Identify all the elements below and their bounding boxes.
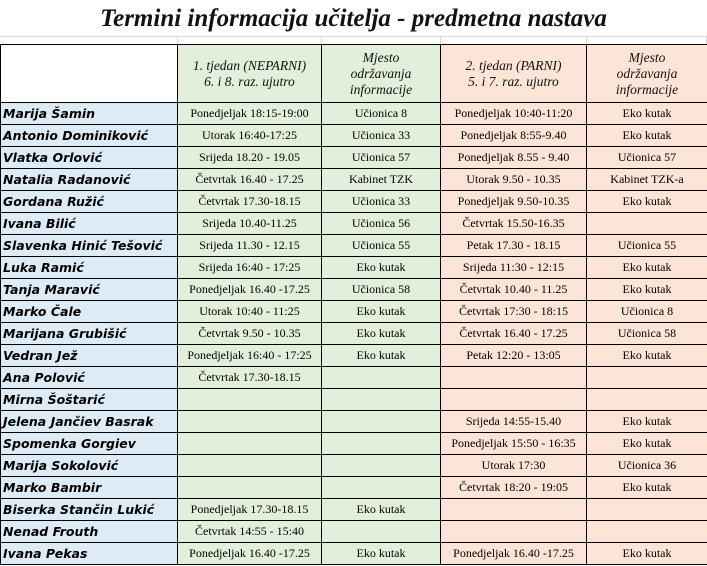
table-row xyxy=(1,323,707,345)
week2-place: Kabinet TZK-a xyxy=(587,169,707,191)
week2-place: Eko kutak xyxy=(587,125,707,147)
table-row xyxy=(1,191,707,213)
table-row xyxy=(1,257,707,279)
header-week1-place: Mjesto održavanja informacije xyxy=(322,45,441,103)
schedule-table xyxy=(0,44,707,565)
week2-time: Četvrtak 10.40 - 11.25 xyxy=(441,279,587,301)
week2-time: Utorak 17:30 xyxy=(441,455,587,477)
week2-place: Učionica 8 xyxy=(587,301,707,323)
week1-time: Ponedjeljak 16.40 -17.25 xyxy=(178,543,322,565)
week2-place: Eko kutak xyxy=(587,345,707,367)
teacher-name: Ivana Pekas xyxy=(1,543,178,565)
week1-time: Četvrtak 9.50 - 10.35 xyxy=(178,323,322,345)
teacher-name: Ana Polović xyxy=(1,367,178,389)
week1-place: Učionica 33 xyxy=(322,125,441,147)
week1-time: Ponedjeljak 17.30-18.15 xyxy=(178,499,322,521)
table-row xyxy=(1,521,707,543)
week1-place xyxy=(322,455,441,477)
table-row xyxy=(1,477,707,499)
week2-place: Eko kutak xyxy=(587,543,707,565)
week1-time: Četvrtak 17.30-18.15 xyxy=(178,191,322,213)
week1-place: Kabinet TZK xyxy=(322,169,441,191)
week1-place: Eko kutak xyxy=(322,345,441,367)
week2-place xyxy=(587,367,707,389)
week1-place: Eko kutak xyxy=(322,257,441,279)
week1-place xyxy=(322,477,441,499)
week1-time: Srijeda 11.30 - 12.15 xyxy=(178,235,322,257)
spreadsheet-gridlines xyxy=(0,36,707,44)
week2-time xyxy=(441,499,587,521)
header-row xyxy=(1,45,707,103)
table-row xyxy=(1,279,707,301)
teacher-name: Marija Sokolović xyxy=(1,455,178,477)
week2-time: Utorak 9.50 - 10.35 xyxy=(441,169,587,191)
header-week2-place: Mjesto održavanja informacije xyxy=(587,45,707,103)
week2-place xyxy=(587,521,707,543)
week2-place: Eko kutak xyxy=(587,279,707,301)
week2-place: Eko kutak xyxy=(587,191,707,213)
table-row xyxy=(1,499,707,521)
week2-place: Učionica 55 xyxy=(587,235,707,257)
teacher-name: Marko Bambir xyxy=(1,477,178,499)
week1-place: Eko kutak xyxy=(322,499,441,521)
week1-place: Učionica 33 xyxy=(322,191,441,213)
week2-time: Četvrtak 18:20 - 19:05 xyxy=(441,477,587,499)
week1-place: Eko kutak xyxy=(322,323,441,345)
week1-time: Ponedjeljak 16.40 -17.25 xyxy=(178,279,322,301)
table-row xyxy=(1,411,707,433)
week2-place: Učionica 58 xyxy=(587,323,707,345)
week2-time: Ponedjeljak 15:50 - 16:35 xyxy=(441,433,587,455)
table-row xyxy=(1,147,707,169)
week1-place: Eko kutak xyxy=(322,301,441,323)
week2-time: Ponedjeljak 10:40-11:20 xyxy=(441,103,587,125)
teacher-name: Marija Šamin xyxy=(1,103,178,125)
week2-time xyxy=(441,367,587,389)
header-week1-time: 1. tjedan (NEPARNI) 6. i 8. raz. ujutro xyxy=(178,45,322,103)
week1-time: Srijeda 10.40-11.25 xyxy=(178,213,322,235)
week1-place xyxy=(322,367,441,389)
week1-time xyxy=(178,411,322,433)
teacher-name: Spomenka Gorgiev xyxy=(1,433,178,455)
table-row xyxy=(1,235,707,257)
week2-time: Petak 17.30 - 18.15 xyxy=(441,235,587,257)
week1-time: Srijeda 16:40 - 17:25 xyxy=(178,257,322,279)
week1-time xyxy=(178,433,322,455)
teacher-name: Marko Čale xyxy=(1,301,178,323)
week1-time: Utorak 16:40-17:25 xyxy=(178,125,322,147)
week2-place: Eko kutak xyxy=(587,477,707,499)
week1-time xyxy=(178,477,322,499)
teacher-name: Slavenka Hinić Tešović xyxy=(1,235,178,257)
week1-place xyxy=(322,433,441,455)
week1-time: Ponedjeljak 16:40 - 17:25 xyxy=(178,345,322,367)
table-row xyxy=(1,389,707,411)
table-row xyxy=(1,543,707,565)
week1-time: Četvrtak 17.30-18.15 xyxy=(178,367,322,389)
teacher-name: Tanja Maravić xyxy=(1,279,178,301)
week1-time xyxy=(178,389,322,411)
teacher-name: Gordana Ružić xyxy=(1,191,178,213)
week1-time: Četvrtak 14:55 - 15:40 xyxy=(178,521,322,543)
week2-time: Ponedjeljak 8:55-9.40 xyxy=(441,125,587,147)
week2-time xyxy=(441,389,587,411)
week2-time: Četvrtak 15.50-16.35 xyxy=(441,213,587,235)
week2-place: Eko kutak xyxy=(587,411,707,433)
week2-place: Učionica 36 xyxy=(587,455,707,477)
teacher-name: Luka Ramić xyxy=(1,257,178,279)
week2-place: Eko kutak xyxy=(587,103,707,125)
teacher-name: Mirna Šoštarić xyxy=(1,389,178,411)
week2-time: Ponedjeljak 9.50-10.35 xyxy=(441,191,587,213)
week1-place: Učionica 8 xyxy=(322,103,441,125)
week2-time: Četvrtak 16.40 - 17.25 xyxy=(441,323,587,345)
week1-place: Učionica 55 xyxy=(322,235,441,257)
header-name xyxy=(1,45,178,103)
page-title: Termini informacija učitelja - predmetna nastava xyxy=(100,5,607,32)
teacher-name: Marijana Grubišić xyxy=(1,323,178,345)
table-row xyxy=(1,345,707,367)
teacher-name: Biserka Stančin Lukić xyxy=(1,499,178,521)
table-row xyxy=(1,433,707,455)
week2-time: Srijeda 14:55-15.40 xyxy=(441,411,587,433)
week2-place: Učionica 57 xyxy=(587,147,707,169)
week1-time: Srijeda 18.20 - 19.05 xyxy=(178,147,322,169)
week2-place xyxy=(587,499,707,521)
teacher-name: Vlatka Orlović xyxy=(1,147,178,169)
week2-time: Četvrtak 17:30 - 18:15 xyxy=(441,301,587,323)
teacher-name: Natalia Radanović xyxy=(1,169,178,191)
teacher-name: Antonio Dominiković xyxy=(1,125,178,147)
table-row xyxy=(1,367,707,389)
week2-place: Eko kutak xyxy=(587,257,707,279)
table-row xyxy=(1,125,707,147)
table-row xyxy=(1,213,707,235)
week2-time: Ponedjeljak 8.55 - 9.40 xyxy=(441,147,587,169)
week1-place xyxy=(322,411,441,433)
table-row xyxy=(1,103,707,125)
teacher-name: Ivana Bilić xyxy=(1,213,178,235)
table-row xyxy=(1,455,707,477)
week2-time xyxy=(441,521,587,543)
week1-place: Eko kutak xyxy=(322,543,441,565)
week1-time: Četvrtak 16.40 - 17.25 xyxy=(178,169,322,191)
table-row xyxy=(1,169,707,191)
week1-place xyxy=(322,389,441,411)
week1-place xyxy=(322,521,441,543)
week2-place xyxy=(587,389,707,411)
week1-time xyxy=(178,455,322,477)
week1-place: Učionica 58 xyxy=(322,279,441,301)
week1-place: Učionica 56 xyxy=(322,213,441,235)
week1-time: Utorak 10:40 - 11:25 xyxy=(178,301,322,323)
week2-time: Petak 12:20 - 13:05 xyxy=(441,345,587,367)
week2-place xyxy=(587,213,707,235)
table-row xyxy=(1,301,707,323)
week1-place: Učionica 57 xyxy=(322,147,441,169)
teacher-name: Vedran Jež xyxy=(1,345,178,367)
week2-time: Srijeda 11:30 - 12:15 xyxy=(441,257,587,279)
week1-time: Ponedjeljak 18:15-19:00 xyxy=(178,103,322,125)
week2-place: Eko kutak xyxy=(587,433,707,455)
teacher-name: Jelena Jančiev Basrak xyxy=(1,411,178,433)
teacher-name: Nenad Frouth xyxy=(1,521,178,543)
header-week2-time: 2. tjedan (PARNI) 5. i 7. raz. ujutro xyxy=(441,45,587,103)
week2-time: Ponedjeljak 16.40 -17.25 xyxy=(441,543,587,565)
